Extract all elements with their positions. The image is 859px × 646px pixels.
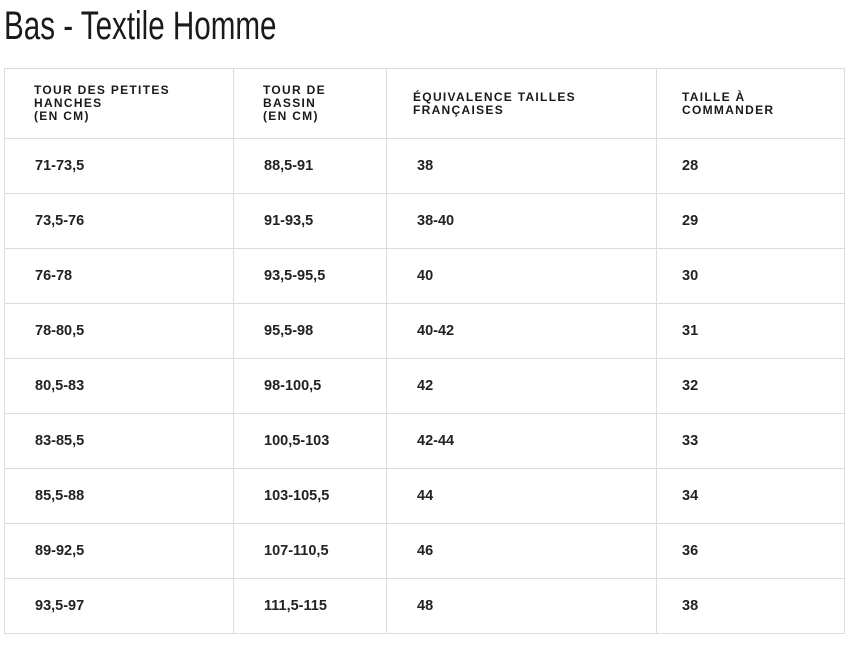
cell-order-size: 31 — [657, 304, 845, 359]
table-row — [5, 359, 845, 414]
cell-order-size: 32 — [657, 359, 845, 414]
cell-pelvis: 98-100,5 — [234, 359, 387, 414]
cell-pelvis: 111,5-115 — [234, 579, 387, 634]
cell-small-hips: 89-92,5 — [5, 524, 234, 579]
cell-small-hips: 83-85,5 — [5, 414, 234, 469]
cell-pelvis: 93,5-95,5 — [234, 249, 387, 304]
cell-small-hips: 76-78 — [5, 249, 234, 304]
cell-french-size: 46 — [387, 524, 657, 579]
cell-small-hips: 93,5-97 — [5, 579, 234, 634]
table-row — [5, 249, 845, 304]
cell-pelvis: 88,5-91 — [234, 139, 387, 194]
cell-pelvis: 103-105,5 — [234, 469, 387, 524]
cell-french-size: 42 — [387, 359, 657, 414]
cell-order-size: 29 — [657, 194, 845, 249]
table-row — [5, 524, 845, 579]
cell-pelvis: 100,5-103 — [234, 414, 387, 469]
cell-french-size: 42-44 — [387, 414, 657, 469]
column-header-pelvis: TOUR DE BASSIN (EN CM) — [234, 69, 387, 139]
cell-french-size: 48 — [387, 579, 657, 634]
cell-small-hips: 80,5-83 — [5, 359, 234, 414]
cell-order-size: 33 — [657, 414, 845, 469]
cell-french-size: 44 — [387, 469, 657, 524]
table-header-row — [5, 69, 845, 139]
cell-pelvis: 107-110,5 — [234, 524, 387, 579]
page-title: Bas - Textile Homme — [4, 4, 277, 48]
cell-pelvis: 95,5-98 — [234, 304, 387, 359]
table-row — [5, 414, 845, 469]
cell-french-size: 40 — [387, 249, 657, 304]
cell-order-size: 28 — [657, 139, 845, 194]
table-row — [5, 579, 845, 634]
cell-small-hips: 85,5-88 — [5, 469, 234, 524]
column-header-french-size: ÉQUIVALENCE TAILLES FRANÇAISES — [387, 69, 657, 139]
cell-small-hips: 73,5-76 — [5, 194, 234, 249]
column-header-order-size: TAILLE À COMMANDER — [657, 69, 845, 139]
cell-order-size: 30 — [657, 249, 845, 304]
cell-french-size: 40-42 — [387, 304, 657, 359]
cell-pelvis: 91-93,5 — [234, 194, 387, 249]
table-row — [5, 304, 845, 359]
table-row — [5, 469, 845, 524]
cell-order-size: 34 — [657, 469, 845, 524]
size-table — [4, 68, 845, 634]
cell-french-size: 38 — [387, 139, 657, 194]
cell-small-hips: 71-73,5 — [5, 139, 234, 194]
cell-order-size: 36 — [657, 524, 845, 579]
cell-french-size: 38-40 — [387, 194, 657, 249]
table-row — [5, 194, 845, 249]
cell-order-size: 38 — [657, 579, 845, 634]
table-row — [5, 139, 845, 194]
column-header-small-hips: TOUR DES PETITES HANCHES (EN CM) — [5, 69, 234, 139]
cell-small-hips: 78-80,5 — [5, 304, 234, 359]
